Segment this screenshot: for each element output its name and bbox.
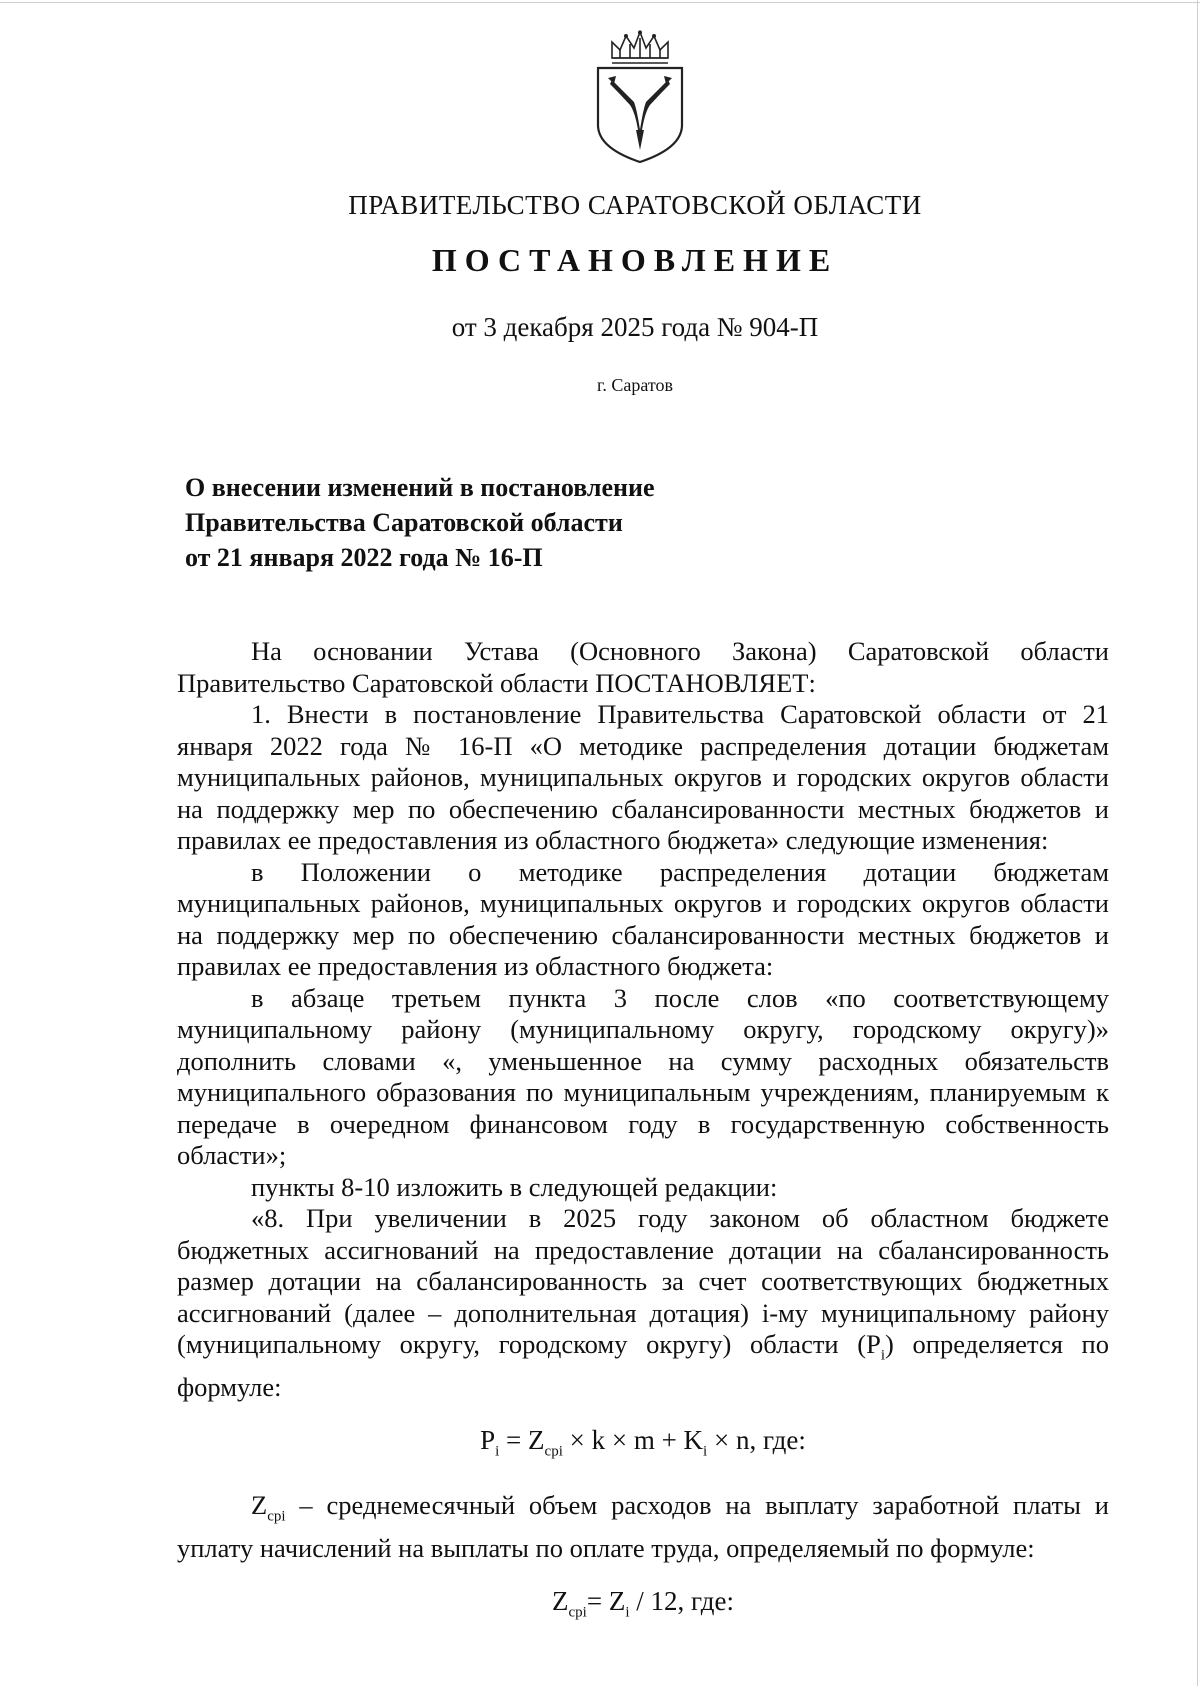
formula1-p: P [480, 1425, 496, 1456]
formula1-z-sub: cpi [544, 1443, 563, 1460]
scan-edge-top [0, 2, 1200, 3]
document-title [185, 470, 745, 575]
formula2-zi-sub: i [625, 1604, 630, 1621]
document-date-number: от 3 декабря 2025 года № 904-П [451, 312, 819, 342]
government-name: ПРАВИТЕЛЬСТВО САРАТОВСКОЙ ОБЛАСТИ [348, 190, 922, 220]
formula1-k-sub: i [703, 1443, 708, 1460]
title-line-3: от 21 января 2022 года № 16-П [185, 543, 543, 572]
paragraph-clause-3: в абзаце третьем пункта 3 после слов «по соответствующему муниципальному району (муниципальному округу, городскому округу)» дополнить словами «, уменьшенное на сумму расходных обязательств муниципального образования по муниципальным учреждениям, планируемым к передаче в очередном финансовом году в государственную собственность области»; [177, 982, 1109, 1170]
paragraph-clause-8 [177, 1203, 1109, 1403]
paragraph-clauses-8-10: пункты 8-10 изложить в следующей редакции: [251, 1171, 778, 1202]
formula2-end: / 12, где: [629, 1586, 734, 1617]
paragraph-item-1: 1. Внести в постановление Правительства Саратовской области от 21 января 2022 года № 16-П «О методике распределения дотации бюджетам муниципальных районов, муниципальных округов и городских округов области на поддержку мер по обеспечению сбалансированности местных бюджетов и правилах ее предоставления из областного бюджета» следующие изменения: [177, 699, 1109, 855]
formula1-mid: = Z [499, 1425, 545, 1456]
document-type: ПОСТАНОВЛЕНИЕ [431, 242, 839, 278]
clause-8-end: ) определяется по формуле: [177, 1329, 1109, 1402]
saratov-coat-of-arms-icon [590, 30, 690, 165]
paragraph-regulation: в Положении о методике распределения дотации бюджетам муниципальных районов, муниципальных округов и городских округов области на поддержку мер по обеспечению сбалансированности местных бюджетов и правилах ее предоставления из областного бюджета: [177, 856, 1109, 981]
definition-zcpi [177, 1490, 1109, 1564]
title-line-1: О внесении изменений в постановление [185, 473, 655, 502]
formula1-rest: × k × m + K [562, 1425, 704, 1456]
formula2-z-sub: cpi [568, 1604, 587, 1621]
def1-text: – среднемесячный объем расходов на выплату заработной платы и уплату начислений на выплаты по оплате труда, определяемый по формуле: [177, 1490, 1109, 1563]
formula1-end: × n, где: [707, 1425, 806, 1456]
formula2-z: Z [552, 1586, 569, 1617]
formula2-mid: = Z [586, 1586, 626, 1617]
formula-zcpi [177, 1586, 1109, 1629]
clause-8-subscript: i [880, 1347, 886, 1364]
paragraph-basis: На основании Устава (Основного Закона) Саратовской области Правительство Саратовской области ПОСТАНОВЛЯЕТ: [177, 636, 1109, 698]
title-line-2: Правительства Саратовской области [185, 508, 623, 537]
formula-p-i [177, 1425, 1109, 1468]
formula1-p-sub: i [495, 1443, 500, 1460]
document-city: г. Саратов [597, 375, 673, 395]
clause-8-text: «8. При увеличении в 2025 году законом об областном бюджете бюджетных ассигнований на предоставление дотации на сбалансированность размер дотации на сбалансированность за счет соответствующих бюджетных ассигнований (далее – дополнительная дотация) i-му муниципальному району (муниципальному округу, городскому округу) области (P [177, 1203, 1109, 1359]
def1-z-sub: cpi [267, 1508, 286, 1525]
document-body [177, 636, 1109, 1651]
def1-z: Z [251, 1490, 268, 1521]
